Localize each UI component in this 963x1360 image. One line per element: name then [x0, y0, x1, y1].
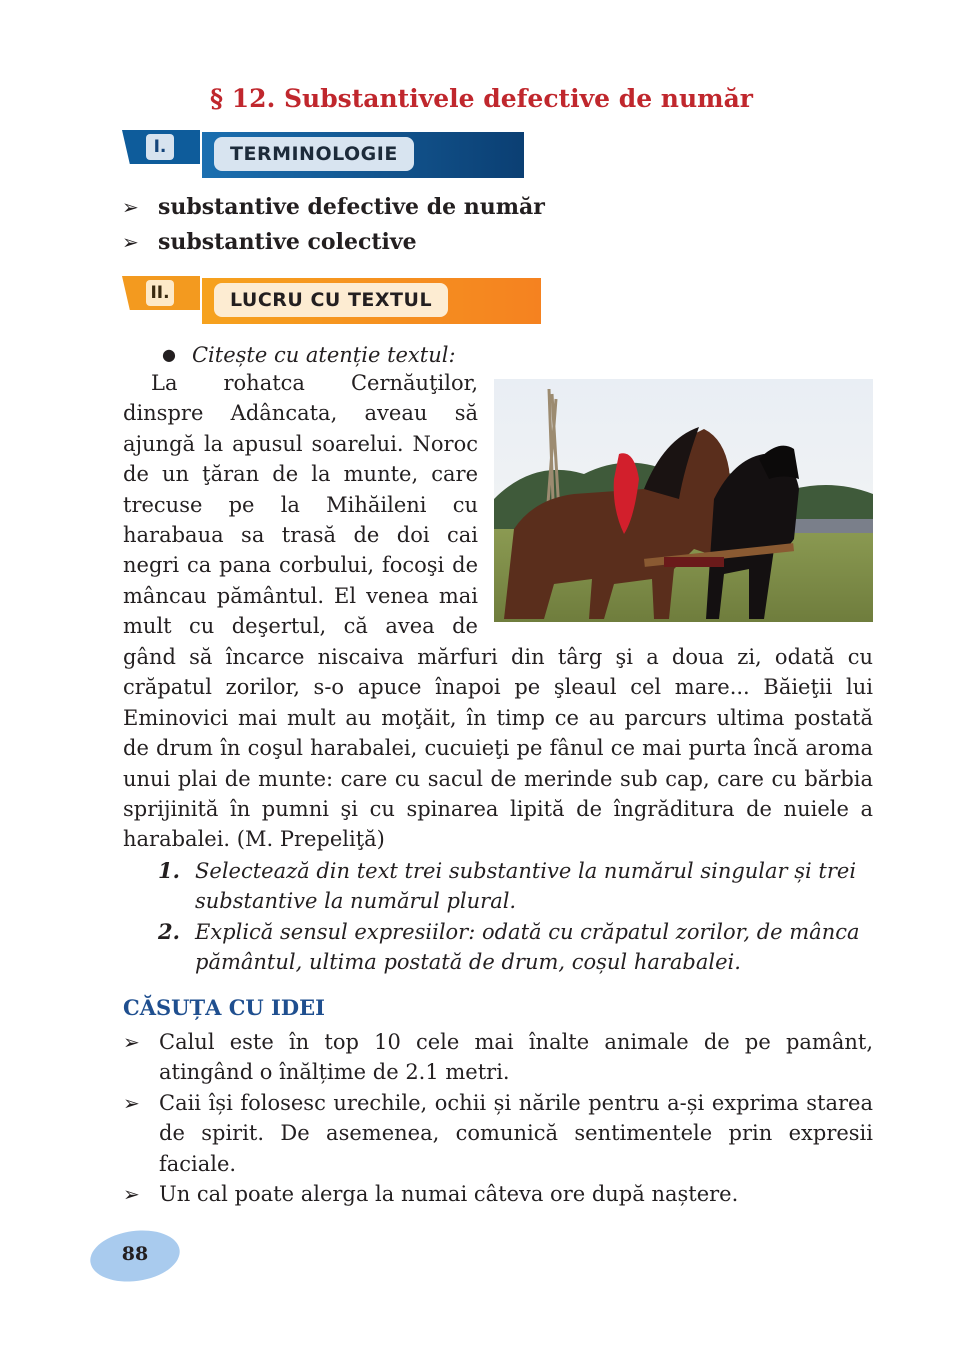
- idea-item: ➢ Un cal poate alerga la numai câteva ore după naștere.: [123, 1179, 873, 1209]
- page-number: 88: [90, 1231, 180, 1281]
- ideas-box-title: CĂSUȚA CU IDEI: [123, 995, 325, 1020]
- ideas-list: [123, 1027, 873, 1209]
- task-item: 2. Explică sensul expresiilor: odată cu crăpatul zorilor, de mânca pământul, ultima postată de drum, coșul harabalei.: [158, 918, 860, 975]
- horses-photo: [494, 379, 873, 622]
- idea-item: ➢ Caii își folosesc urechile, ochii și nările pentru a-și exprima starea de spirit. De asemenea, comunică sentimentele prin expresii faciale.: [123, 1088, 873, 1179]
- arrow-bullet-icon: ➢: [123, 1182, 140, 1207]
- term-item: ➢ substantive defective de număr: [122, 190, 545, 225]
- term-item: ➢ substantive colective: [122, 225, 545, 260]
- terms-list: [122, 190, 545, 260]
- section-number: II.: [146, 280, 174, 306]
- story-text-wide: gând să încarce niscaiva mărfuri din târg şi a doua zi, odată cu crăpatul zorilor, s-o apuce înapoi pe şleaul cel mare... Băieţii lui Eminovici mai mult au moţăit, în timp ce au parcurs ultima postată de drum în coşul harabalei, cucuieţi pe fânul ce mai purta încă aroma unui plai de munte: care cu sacul de merinde sub cap, care cu bărbia sprijinită în pumni şi cu spinarea lipită de îngrăditura de nuiele a harabalei. (M. Prepeliţă): [123, 645, 873, 852]
- section-banner-text-work: [122, 268, 542, 324]
- arrow-bullet-icon: ➢: [122, 230, 139, 254]
- arrow-bullet-icon: ➢: [123, 1030, 140, 1054]
- arrow-bullet-icon: ➢: [123, 1090, 140, 1115]
- page-title: § 12. Substantivele defective de număr: [210, 84, 753, 113]
- section-label: TERMINOLOGIE: [214, 137, 414, 171]
- idea-item: ➢ Calul este în top 10 cele mai înalte animale de pe pamânt, atingând o înălțime de 2.1 metri.: [123, 1027, 873, 1088]
- reading-instruction: ● Citește cu atenție textul:: [162, 343, 456, 367]
- arrow-bullet-icon: ➢: [122, 195, 139, 219]
- bullet-dot-icon: ●: [162, 345, 176, 364]
- section-number: I.: [146, 134, 174, 160]
- tasks-list: [158, 856, 873, 978]
- section-banner-terminology: [122, 122, 524, 178]
- task-item: 1. Selectează din text trei substantive la numărul singular și trei substantive la numărul plural.: [158, 858, 857, 914]
- story-text-narrow: La rohatca Cernăuţilor, dinspre Adâncata, aveau să ajungă la apusul soarelui. Noroc de un ţăran de la munte, care trecuse pe la Mihăileni cu harabaua sa trasă de doi cai negri ca pana corbului, focoşi de mâncau pământul. El venea mai mult cu deşertul, că avea de: [123, 371, 478, 639]
- section-label: LUCRU CU TEXTUL: [214, 283, 448, 317]
